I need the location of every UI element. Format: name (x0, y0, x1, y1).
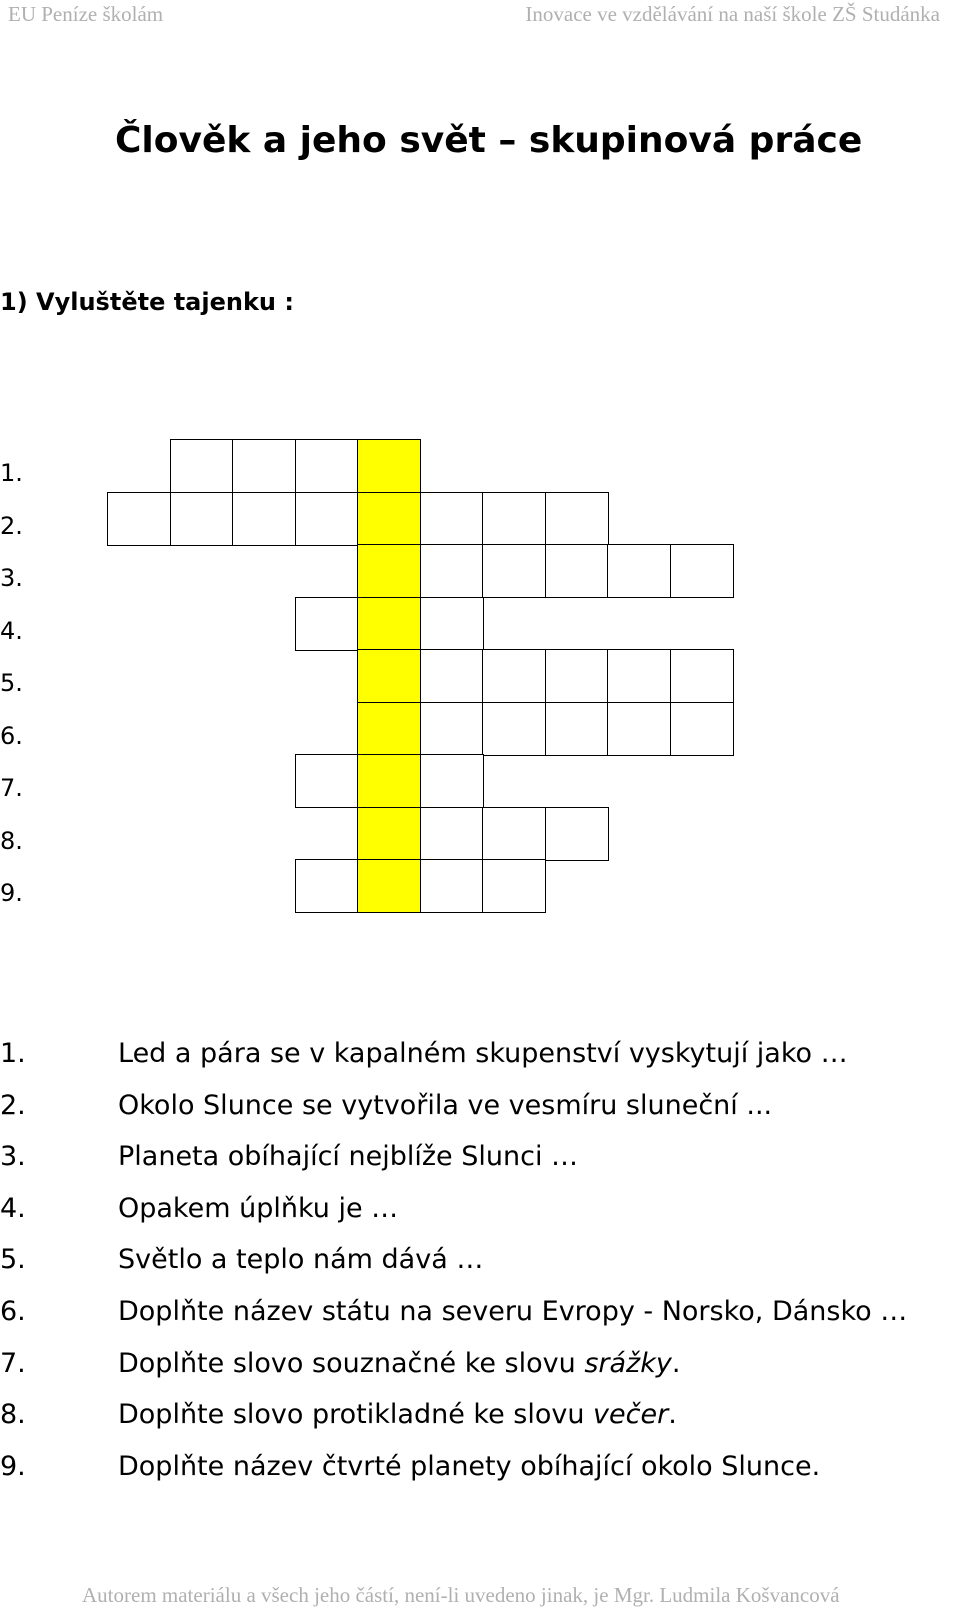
clue-text-main: Planeta obíhající nejblíže Slunci … (118, 1141, 579, 1173)
crossword-cell[interactable] (295, 492, 359, 546)
task-heading: 1) Vyluštěte tajenku : (0, 288, 294, 316)
crossword-cell[interactable] (482, 649, 546, 703)
crossword-cell[interactable] (295, 754, 359, 808)
clue-text (118, 1038, 848, 1070)
crossword-cell[interactable] (420, 597, 484, 651)
crossword-cell[interactable] (420, 702, 484, 756)
clue-text-main: Doplňte slovo protikladné ke slovu (118, 1399, 594, 1431)
crossword-cell[interactable] (482, 859, 546, 913)
clue-text-main: Doplňte název státu na severu Evropy - Norsko, Dánsko … (118, 1296, 908, 1327)
clue-text (118, 1296, 907, 1328)
crossword-cell[interactable] (170, 439, 234, 493)
crossword-cell[interactable] (420, 649, 484, 703)
crossword-key-cell[interactable] (357, 597, 421, 651)
crossword-key-cell[interactable] (357, 807, 421, 861)
footer: Autorem materiálu a všech jeho částí, není-li uvedeno jinak, je Mgr. Ludmila Košvancová (82, 1583, 840, 1607)
clue-number: 1. (0, 1038, 26, 1069)
clue-number: 7. (0, 1347, 26, 1379)
crossword-cell[interactable] (482, 702, 546, 756)
clue-text (118, 1090, 772, 1122)
clue-text (118, 1193, 398, 1225)
crossword-cell[interactable] (545, 702, 609, 756)
clue-text-main: Doplňte slovo souznačné ke slovu (118, 1347, 585, 1379)
crossword-key-cell[interactable] (357, 754, 421, 808)
crossword-cell[interactable] (420, 544, 484, 598)
crossword-row-number: 4. (0, 616, 23, 645)
crossword-cell[interactable] (545, 544, 609, 598)
crossword-cell[interactable] (670, 702, 734, 756)
crossword-cell[interactable] (170, 492, 234, 546)
crossword-cell[interactable] (420, 754, 484, 808)
clue-text-main: Doplňte název čtvrté planety obíhající okolo Slunce. (118, 1450, 821, 1482)
crossword-cell[interactable] (545, 807, 609, 861)
clue-text-main: Opakem úplňku je … (118, 1192, 399, 1224)
crossword-row-number: 7. (0, 774, 23, 802)
clue-number: 2. (0, 1089, 26, 1121)
crossword-cell[interactable] (607, 702, 671, 756)
crossword-row-number: 5. (0, 669, 23, 697)
crossword-key-cell[interactable] (357, 439, 421, 493)
crossword-row-number: 3. (0, 564, 23, 592)
crossword-cell[interactable] (670, 544, 734, 598)
clue-number: 6. (0, 1296, 26, 1327)
clue-text-main: Světlo a teplo nám dává … (118, 1244, 484, 1276)
clue-text-end: . (668, 1399, 677, 1431)
crossword-cell[interactable] (607, 649, 671, 703)
crossword-row-number: 8. (0, 826, 23, 855)
clue-emphasis: večer (593, 1399, 669, 1431)
crossword-cell[interactable] (545, 649, 609, 703)
crossword-row-number: 6. (0, 721, 23, 750)
clue-text (118, 1244, 483, 1276)
crossword-cell[interactable] (545, 492, 609, 546)
crossword-cell[interactable] (295, 597, 359, 651)
crossword-cell[interactable] (295, 439, 359, 493)
crossword-row-number: 9. (0, 879, 23, 907)
crossword-cell[interactable] (607, 544, 671, 598)
crossword-key-cell[interactable] (357, 702, 421, 756)
crossword-cell[interactable] (232, 439, 296, 493)
crossword-cell[interactable] (670, 649, 734, 703)
crossword-cell[interactable] (420, 807, 484, 861)
crossword-row-number: 1. (0, 459, 23, 487)
clue-text-main: Okolo Slunce se vytvořila ve vesmíru sluneční ... (118, 1089, 773, 1121)
clue-emphasis: srážky (584, 1347, 672, 1379)
crossword-cell[interactable] (420, 492, 484, 546)
clue-text (118, 1348, 680, 1380)
crossword-key-cell[interactable] (357, 649, 421, 703)
crossword-cell[interactable] (420, 859, 484, 913)
crossword-cell[interactable] (482, 807, 546, 861)
clue-number: 5. (0, 1244, 26, 1276)
crossword-key-cell[interactable] (357, 492, 421, 546)
header-right: Inovace ve vzdělávání na naší škole ZŠ Studánka (525, 2, 940, 26)
crossword-row-number: 2. (0, 511, 23, 540)
crossword-key-cell[interactable] (357, 859, 421, 913)
header-left: EU Peníze školám (8, 2, 164, 26)
clue-text (118, 1399, 677, 1431)
clue-number: 3. (0, 1141, 26, 1173)
clue-text (118, 1451, 820, 1483)
clue-text (118, 1141, 578, 1173)
crossword-key-cell[interactable] (357, 544, 421, 598)
crossword-cell[interactable] (107, 492, 171, 546)
clue-number: 4. (0, 1192, 26, 1224)
crossword-cell[interactable] (295, 859, 359, 913)
clue-text-main: Led a pára se v kapalném skupenství vyskytují jako … (118, 1038, 848, 1069)
clue-number: 9. (0, 1450, 26, 1482)
clue-number: 8. (0, 1399, 26, 1431)
crossword-cell[interactable] (482, 492, 546, 546)
page-title: Člověk a jeho svět – skupinová práce (115, 120, 863, 161)
crossword-cell[interactable] (482, 544, 546, 598)
crossword-cell[interactable] (232, 492, 296, 546)
clue-text-end: . (671, 1347, 681, 1379)
